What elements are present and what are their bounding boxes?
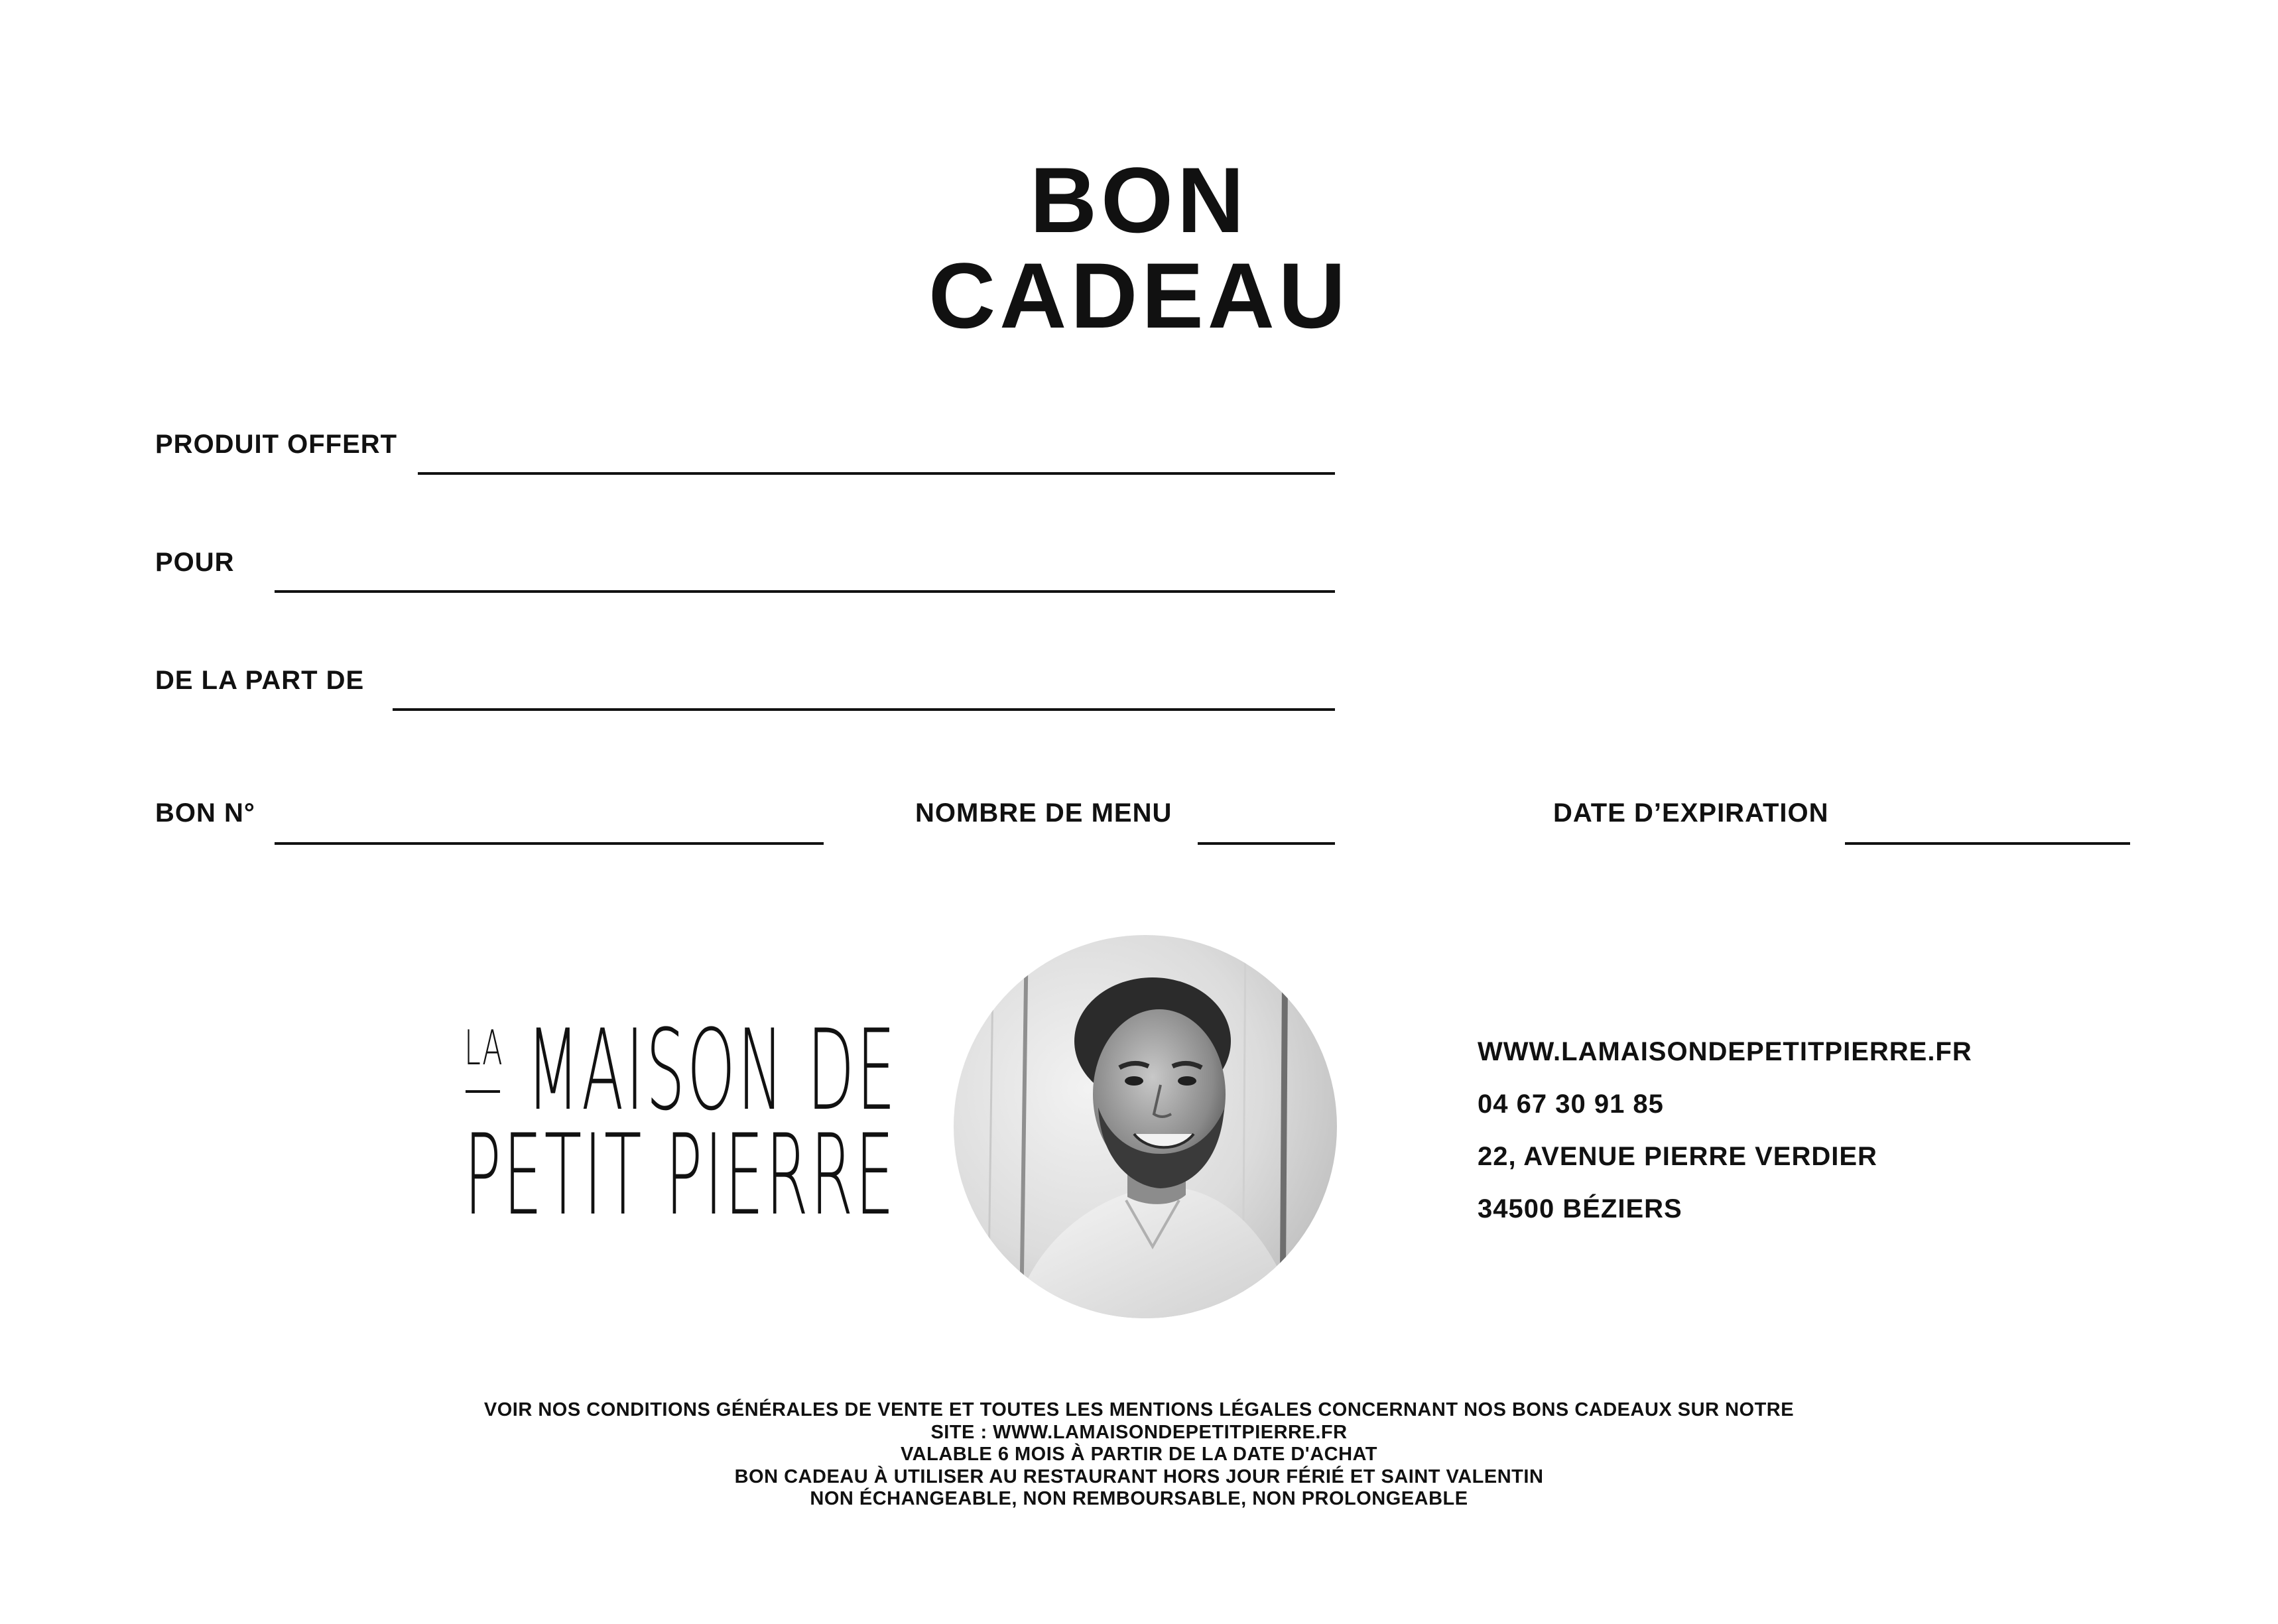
pour-label: POUR (155, 548, 235, 577)
logo-line-2: PETIT PIERRE (464, 1110, 897, 1240)
title-line-1: BON (1029, 148, 1249, 252)
bon-numero-label: BON N° (155, 798, 255, 828)
nombre-de-menu-line[interactable] (1198, 842, 1335, 845)
legal-line-2: SITE : WWW.LAMAISONDEPETITPIERRE.FR (930, 1421, 1348, 1443)
maison-de-petit-pierre-logo (464, 1005, 898, 1240)
legal-line-4: BON CADEAU À UTILISER AU RESTAURANT HORS JOUR FÉRIÉ ET SAINT VALENTIN (734, 1466, 1544, 1487)
de-la-part-de-label: DE LA PART DE (155, 666, 365, 695)
contact-phone: 04 67 30 91 85 (1478, 1090, 1664, 1119)
chef-portrait (954, 935, 1337, 1318)
contact-address: 22, AVENUE PIERRE VERDIER (1478, 1142, 1877, 1171)
de-la-part-de-line[interactable] (393, 708, 1335, 711)
legal-line-1: VOIR NOS CONDITIONS GÉNÉRALES DE VENTE ET TOUTES LES MENTIONS LÉGALES CONCERNANT NOS BONS CADEAUX SUR NOTRE (483, 1399, 1795, 1420)
logo-la: LA (464, 1020, 503, 1076)
bon-numero-line[interactable] (275, 842, 824, 845)
legal-line-3: VALABLE 6 MOIS À PARTIR DE LA DATE D'ACHAT (900, 1444, 1378, 1465)
produit-offert-line[interactable] (418, 472, 1335, 475)
nombre-de-menu-label: NOMBRE DE MENU (915, 798, 1172, 828)
logo-line-1: MAISON DE (527, 1005, 898, 1135)
legal-line-5: NON ÉCHANGEABLE, NON REMBOURSABLE, NON PROLONGEABLE (810, 1488, 1468, 1509)
title-line-2: CADEAU (928, 243, 1350, 347)
produit-offert-label: PRODUIT OFFERT (155, 430, 398, 459)
legal-conditions (0, 1399, 2278, 1511)
date-expiration-line[interactable] (1845, 842, 2130, 845)
contact-website[interactable]: WWW.LAMAISONDEPETITPIERRE.FR (1478, 1037, 1972, 1066)
contact-city: 34500 BÉZIERS (1478, 1194, 1682, 1223)
pour-line[interactable] (275, 590, 1335, 593)
date-expiration-label: DATE D’EXPIRATION (1553, 798, 1829, 828)
logo-la-underline (466, 1090, 500, 1093)
